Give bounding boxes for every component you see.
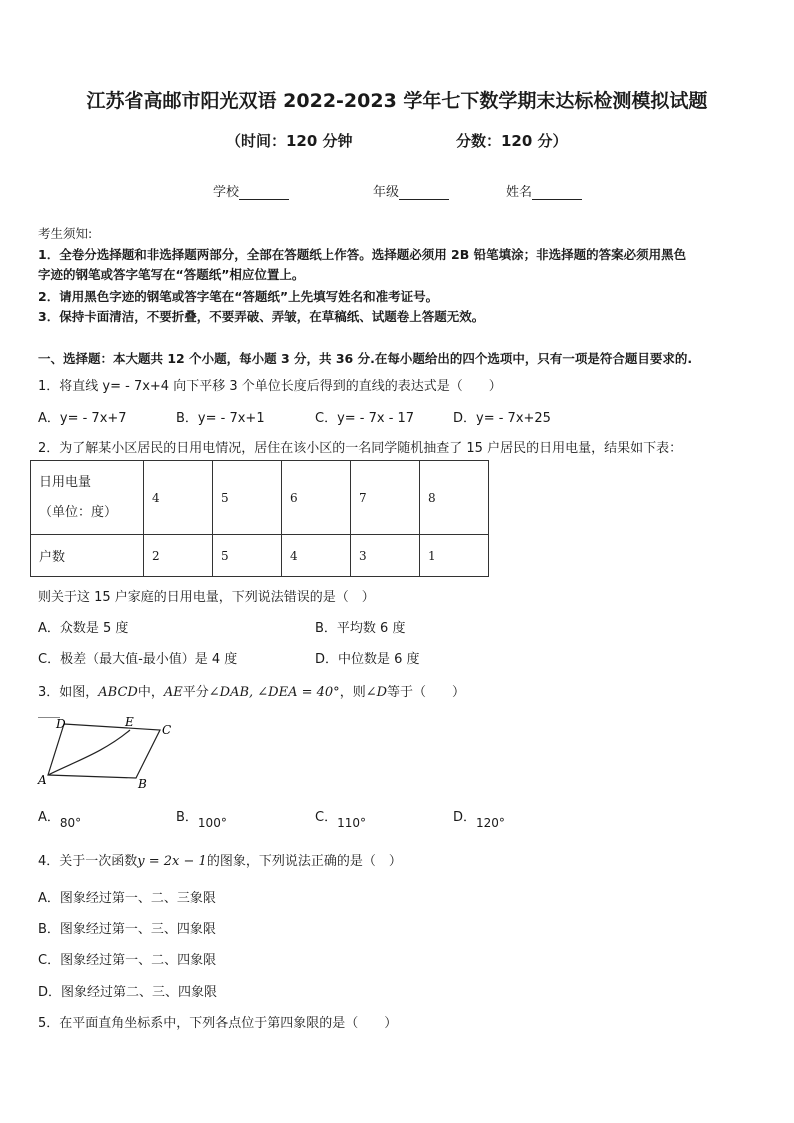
notice-item: 字迹的钢笔或答字笔写在“答题纸”相应位置上。 [38, 267, 305, 282]
school-field [213, 181, 289, 200]
unit-label: （单位：度） [39, 504, 118, 520]
name-field [506, 181, 582, 200]
q1-option-d: D．y= - 7x+25 [453, 411, 551, 426]
q4-prefix: 4．关于一次函数 [38, 854, 138, 869]
school-label: 学校 [213, 185, 240, 200]
table-cell: 4 [144, 461, 213, 535]
q3-option-b [176, 806, 227, 830]
option-letter: B． [176, 810, 198, 825]
notice-item: 2．请用黑色字迹的钢笔或答字笔在“答题纸”上先填写姓名和准考证号。 [38, 289, 439, 304]
question-2-followup: 则关于这 15 户家庭的日用电量，下列说法错误的是（ ） [38, 590, 375, 605]
label-c: C [162, 723, 172, 737]
table-cell: 3 [351, 535, 420, 577]
table-row [31, 461, 489, 535]
notice-item: 1．全卷分选择题和非选择题两部分，全部在答题纸上作答。选择题必须用 2B 铅笔填涂；非选择题的答案必须用黑色 [38, 247, 687, 262]
table-cell: 2 [144, 535, 213, 577]
q2-option-c: C．极差（最大值-最小值）是 4 度 [38, 652, 238, 667]
exam-time: （时间：120 分钟 [226, 132, 353, 150]
section-heading: 一、选择题：本大题共 12 个小题，每小题 3 分，共 36 分.在每小题给出的四个选项中，只有一项是符合题目要求的. [38, 351, 693, 366]
table-cell: 6 [282, 461, 351, 535]
school-blank [239, 187, 289, 200]
label-a: A [38, 773, 47, 787]
q3-option-a [38, 806, 82, 830]
option-value: 100° [197, 816, 227, 830]
q4-option-b: B．图象经过第一、三、四象限 [38, 922, 216, 937]
q2-option-d: D．中位数是 6 度 [315, 652, 420, 667]
q1-option-c: C．y= - 7x - 17 [315, 411, 415, 426]
usage-label: 日用电量 [39, 474, 92, 490]
name-label: 姓名 [506, 185, 533, 200]
q1-option-b: B．y= - 7x+1 [176, 411, 265, 426]
q4-suffix: 的图象，下列说法正确的是（ ） [206, 854, 402, 869]
exam-score: 分数：120 分） [456, 132, 568, 150]
q3-suffix: 等于（ ） [387, 685, 466, 700]
label-e: E [125, 715, 134, 729]
option-value: 110° [337, 816, 366, 830]
parallelogram-figure [34, 712, 184, 792]
q3-ae: AE [163, 685, 183, 700]
electricity-table [30, 460, 489, 577]
q3-abcd: ABCD [98, 685, 138, 700]
q2-option-a: A．众数是 5 度 [38, 621, 129, 636]
households-label: 户数 [31, 535, 144, 577]
name-blank [532, 187, 582, 200]
option-value: 120° [476, 816, 505, 830]
q2-option-b: B．平均数 6 度 [315, 621, 406, 636]
table-cell: 7 [351, 461, 420, 535]
grade-blank [399, 187, 449, 200]
label-d: D [56, 717, 66, 731]
q4-option-c: C．图象经过第一、二、四象限 [38, 953, 217, 968]
q3-prefix: 3．如图， [38, 685, 99, 700]
parallelogram-abcd [48, 724, 160, 778]
table-cell: 1 [420, 535, 489, 577]
option-letter: D． [453, 810, 477, 825]
question-3-stem [38, 681, 465, 700]
notice-heading: 考生须知: [38, 226, 93, 241]
q3-option-c [315, 806, 366, 830]
exam-title: 江苏省高邮市阳光双语 2022-2023 学年七下数学期末达标检测模拟试题 [86, 90, 708, 112]
label-b: B [138, 777, 147, 791]
question-2-stem: 2．为了解某小区居民的日用电情况，居住在该小区的一名同学随机抽查了 15 户居民的日用电量，结果如下表： [38, 441, 683, 456]
notice-item: 3．保持卡面清洁，不要折叠，不要弄破、弄皱，在草稿纸、试题卷上答题无效。 [38, 309, 485, 324]
q3-text: 平分 [182, 685, 209, 700]
q3-angle-d: ∠D [365, 685, 388, 700]
question-1-stem: 1．将直线 y= - 7x+4 向下平移 3 个单位长度后得到的直线的表达式是（ ） [38, 379, 502, 394]
q4-option-d: D．图象经过第二、三、四象限 [38, 985, 218, 1000]
question-5-stem: 5．在平面直角坐标系中，下列各点位于第四象限的是（ ） [38, 1016, 398, 1031]
table-cell: 4 [282, 535, 351, 577]
table-cell: 5 [213, 535, 282, 577]
q4-option-a: A．图象经过第一、二、三象限 [38, 891, 216, 906]
q3-text: 中， [137, 685, 164, 700]
q4-formula: y = 2x − 1 [137, 854, 207, 869]
q3-condition: ∠DAB, ∠DEA = 40° [208, 685, 340, 700]
option-letter: C． [315, 810, 338, 825]
q1-option-a: A．y= - 7x+7 [38, 411, 127, 426]
table-cell: 5 [213, 461, 282, 535]
table-row [31, 535, 489, 577]
q3-text: ，则 [339, 685, 366, 700]
q3-option-d [453, 806, 505, 830]
table-header-cell [31, 461, 144, 535]
grade-field [373, 181, 449, 200]
option-letter: A． [38, 810, 60, 825]
table-cell: 8 [420, 461, 489, 535]
grade-label: 年级 [373, 185, 400, 200]
option-value: 80° [59, 816, 82, 830]
question-4-stem [38, 850, 402, 869]
